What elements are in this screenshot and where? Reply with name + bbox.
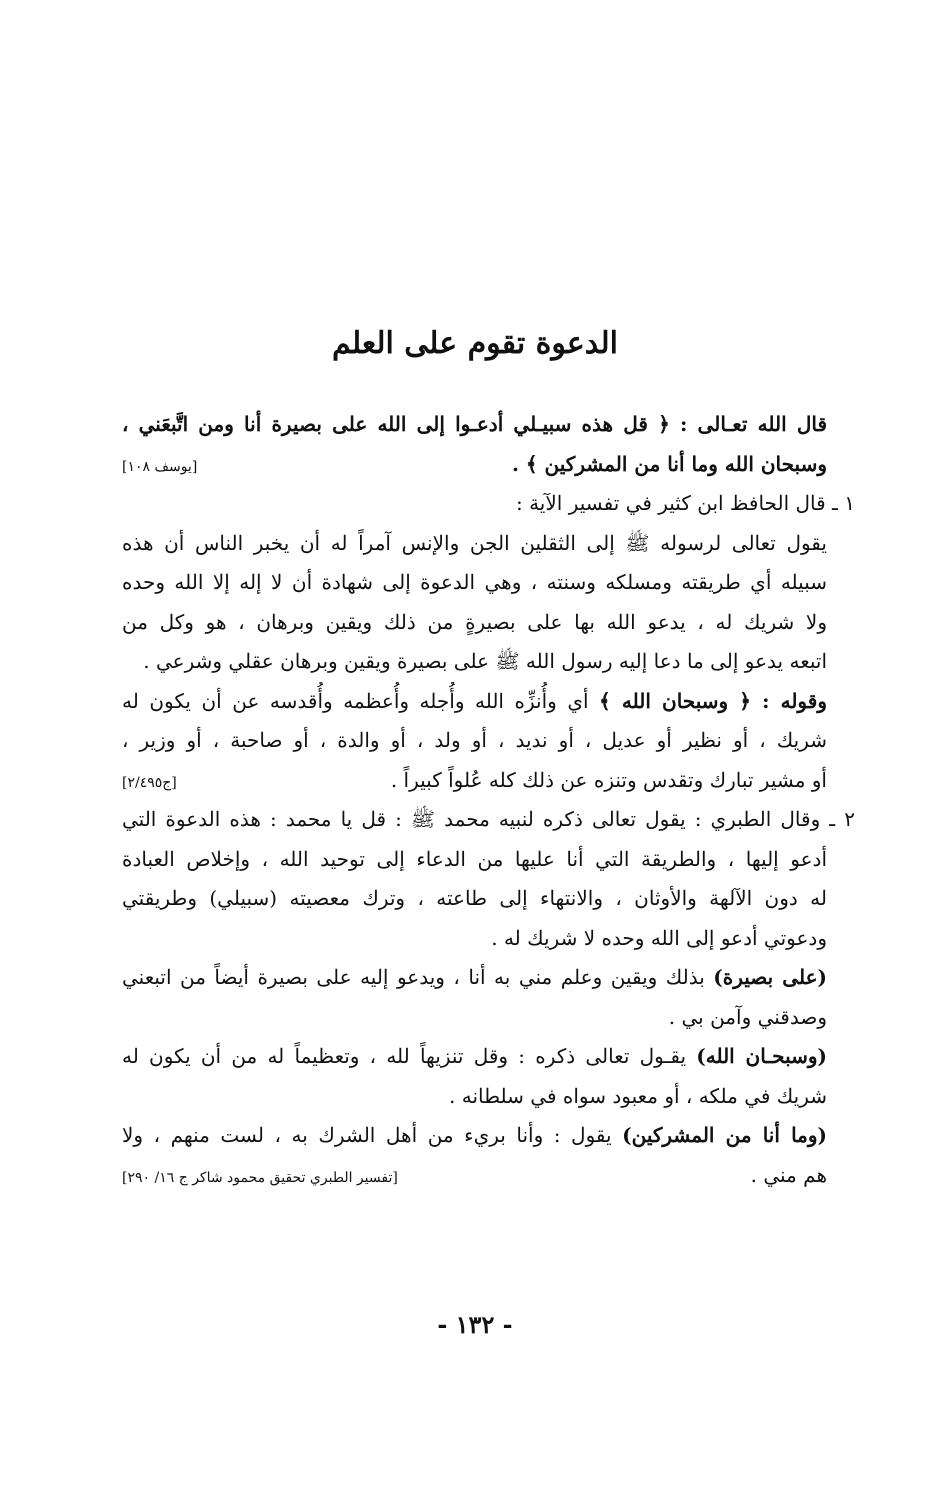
tabari-heading: ٢ ـ وقال الطبري : يقول تعالى ذكره لنبيه محمد ﷺ : قل يا محمد : هذه الدعوة التي [122,807,855,831]
tabari-basira-line: (على بصيرة) بذلك ويقين وعلم مني به أنا ، ويدعو إليه على بصيرة أيضاً من اتبعني [122,965,827,989]
verse-line-2 [122,445,827,485]
tabari-reference: [تفسير الطبري تحقيق محمود شاكر ج ١٦/ ٢٩٠] [122,1169,398,1186]
ibn-kathir-line-6: شريك ، أو نظير أو عديل ، أو نديد ، أو ولد ، أو والدة ، أو صاحبة ، أو وزير ، [122,728,827,752]
ibn-kathir-line: سبيله أي طريقته ومسلكه وسنته ، وهي الدعوة إلى شهادة أن لا إله إلا الله وحده [122,570,827,594]
tabari-mushrikin-line: (وما أنا من المشركين) يقول : وأنا بريء من أهل الشرك به ، لست منهم ، ولا [122,1123,827,1147]
tabari-mushrikin-line-2 [122,1156,827,1196]
ibn-kathir-line: اتبعه يدعو إلى ما دعا إليه رسول الله ﷺ على بصيرة ويقين وبرهان عقلي وشرعي . [143,649,827,673]
verse-line-1: قال الله تعـالى : ﴿ قل هذه سبيـلي أدعـوا إلى الله على بصيرة أنا ومن اتَّبعَني ، [122,412,827,436]
tabari-line: ودعوتي أدعو إلى الله وحده لا شريك له . [491,925,827,950]
body-text [122,405,855,1195]
tabari-basira-line-2: وصدقني وآمن بي . [668,1004,827,1029]
tabari-subhan-line: (وسبحـان الله) يقـول تعالى ذكره : وقل تنزيهاً لله ، وتعظيماً له من أن يكون له [122,1044,827,1068]
tabari-subhan-line-2: شريك في ملكه ، أو معبود سواه في سلطانه . [449,1083,827,1108]
page-title: الدعوة تقوم على العلم [332,326,618,361]
tabari-line: له دون الآلهة والأوثان ، والانتهاء إلى طاعته ، وترك معصيته (سبيلي) وطريقتي [122,886,827,910]
tabari-mushrikin-line-2-text: هم مني . [750,1162,827,1187]
ibn-kathir-line-5: وقوله : ﴿ وسبحان الله ﴾ أي وأُنزِّه الله وأُجله وأُعظمه وأُقدسه عن أن يكون له [122,688,827,713]
page-number: - ١٣٢ - [437,1310,513,1339]
ibn-kathir-heading: ١ ـ قال الحافظ ابن كثير في تفسير الآية : [515,491,855,515]
ibn-kathir-reference: [ج٢/٤٩٥] [122,774,177,791]
tabari-line: أدعو إليها ، والطريقة التي أنا عليها من الدعاء إلى توحيد الله ، وإخلاص العبادة [122,846,827,871]
verse-line-2-text: وسبحان الله وما أنا من المشركين ﴾ . [511,451,827,476]
ibn-kathir-line-7 [122,761,827,801]
ibn-kathir-line: يقول تعالى لرسوله ﷺ إلى الثقلين الجن والإنس آمراً له أن يخبر الناس أن هذه [122,530,827,555]
verse-reference: [يوسف ١٠٨] [122,458,198,475]
ibn-kathir-line: ولا شريك له ، يدعو الله بها على بصيرةٍ من ذلك ويقين وبرهان ، هو وكل من [122,609,827,634]
ibn-kathir-line-7-text: أو مشير تبارك وتقدس وتنزه عن ذلك كله عُلواً كبيراً . [390,767,827,792]
